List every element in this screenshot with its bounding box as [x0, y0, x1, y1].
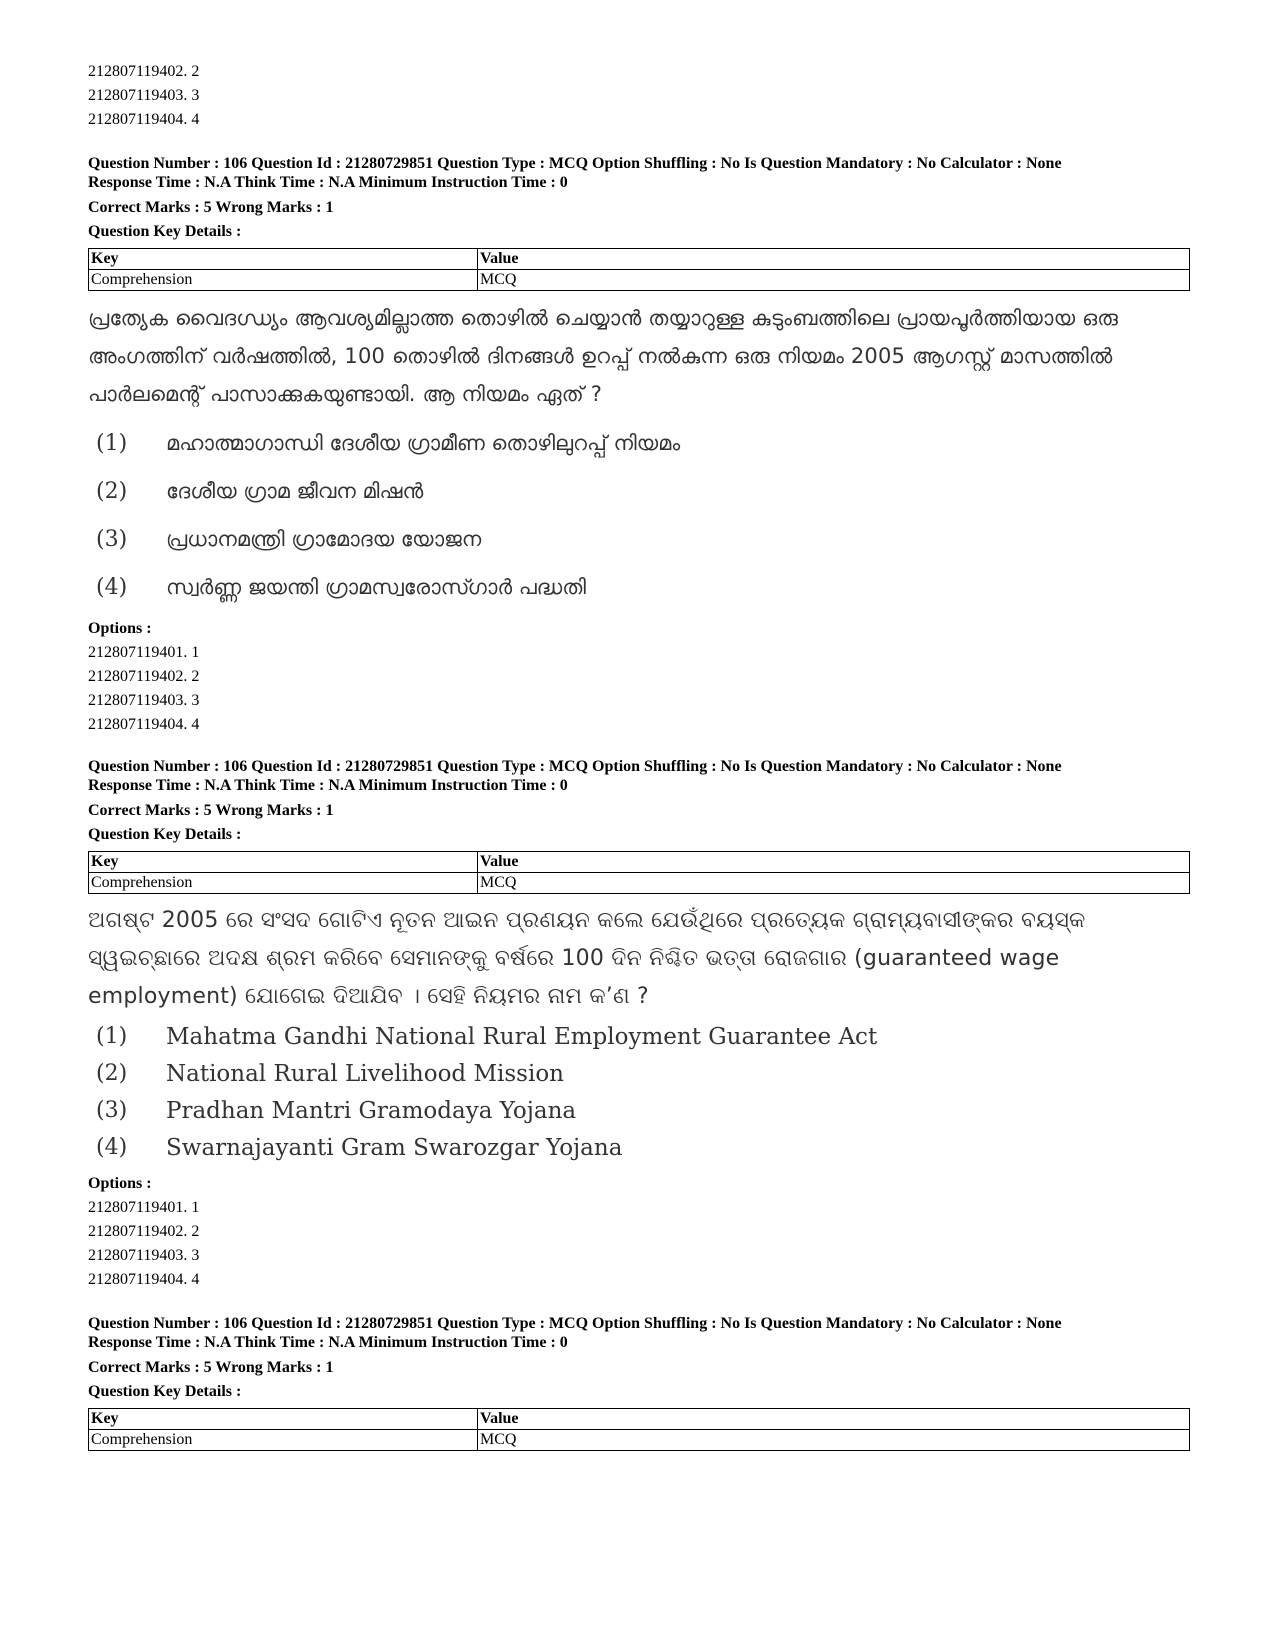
choice-number: (3) — [96, 526, 128, 552]
table-header-key: Key — [89, 852, 478, 873]
key-details-label: Question Key Details : — [88, 826, 242, 843]
choice-text: National Rural Livelihood Mission — [166, 1060, 564, 1087]
marks-line: Correct Marks : 5 Wrong Marks : 1 — [88, 802, 334, 819]
option-id: 212807119401. 1 — [88, 644, 200, 661]
key-details-table — [88, 248, 1190, 291]
top-options-list — [88, 60, 1188, 132]
choice-number: (4) — [96, 574, 128, 600]
choice-text: Mahatma Gandhi National Rural Employment Guarantee Act — [166, 1023, 878, 1050]
table-header-value: Value — [478, 249, 1190, 270]
choice-item — [88, 467, 1158, 515]
key-details-label: Question Key Details : — [88, 1383, 242, 1400]
table-header-key: Key — [89, 249, 478, 270]
choice-item — [88, 1092, 1158, 1129]
question-meta-line: Question Number : 106 Question Id : 21280729851 Question Type : MCQ Option Shuffling : No Is Question Mandatory : No Calculator : None — [88, 758, 1062, 775]
table-header-value: Value — [478, 1409, 1190, 1430]
choice-item — [88, 1129, 1158, 1166]
option-id: 212807119401. 1 — [88, 1199, 200, 1216]
option-id: 212807119404. 4 — [88, 111, 200, 128]
table-cell-value: MCQ — [478, 270, 1190, 291]
table-row — [89, 270, 1190, 291]
question-meta-line: Question Number : 106 Question Id : 21280729851 Question Type : MCQ Option Shuffling : No Is Question Mandatory : No Calculator : None — [88, 1315, 1062, 1332]
key-details-label: Question Key Details : — [88, 223, 242, 240]
table-cell-key: Comprehension — [89, 873, 478, 894]
choice-item — [88, 1018, 1158, 1055]
question-block-next — [88, 1314, 1188, 1451]
marks-line: Correct Marks : 5 Wrong Marks : 1 — [88, 1359, 334, 1376]
choice-number: (1) — [96, 430, 128, 456]
document-page — [88, 60, 1188, 1459]
choice-item — [88, 419, 1158, 467]
question-timing-line: Response Time : N.A Think Time : N.A Minimum Instruction Time : 0 — [88, 1334, 568, 1351]
choice-text: ദേശീയ ഗ്രാമ ജീവന മിഷൻ — [166, 478, 424, 503]
choice-item — [88, 515, 1158, 563]
choice-text: Pradhan Mantri Gramodaya Yojana — [166, 1097, 577, 1124]
table-cell-key: Comprehension — [89, 1430, 478, 1451]
option-id: 212807119402. 2 — [88, 1223, 200, 1240]
choice-number: (1) — [96, 1024, 128, 1049]
option-id: 212807119403. 3 — [88, 692, 200, 709]
options-label: Options : — [88, 1175, 152, 1192]
table-header-key: Key — [89, 1409, 478, 1430]
question-block-odia — [88, 757, 1188, 1292]
choice-number: (4) — [96, 1135, 128, 1160]
option-id: 212807119404. 4 — [88, 1271, 200, 1288]
option-id: 212807119404. 4 — [88, 716, 200, 733]
key-details-table — [88, 1408, 1190, 1451]
choice-text: Swarnajayanti Gram Swarozgar Yojana — [166, 1134, 623, 1161]
choice-number: (3) — [96, 1098, 128, 1123]
table-header-row — [89, 249, 1190, 270]
table-header-row — [89, 1409, 1190, 1430]
choice-text: പ്രധാനമന്ത്രി ഗ്രാമോദയ യോജന — [166, 526, 482, 551]
options-label: Options : — [88, 620, 152, 637]
question-image — [88, 299, 1158, 611]
table-cell-value: MCQ — [478, 873, 1190, 894]
table-header-value: Value — [478, 852, 1190, 873]
table-cell-key: Comprehension — [89, 270, 478, 291]
question-text: പ്രത്യേക വൈദഗ്ധ്യം ആവശ്യമില്ലാത്ത തൊഴിൽ ചെയ്യാൻ തയ്യാറുള്ള കുടുംബത്തിലെ പ്രായപൂർത്തിയായ ഒരു അംഗത്തിന് വർഷത്തിൽ, 100 തൊഴിൽ ദിനങ്ങൾ ഉറപ്പ് നൽകുന്ന ഒരു നിയമം 2005 ആഗസ്റ്റ് മാസത്തിൽ പാർലമെന്റ് പാസാക്കുകയുണ്ടായി. ആ നിയമം ഏത് ? — [88, 306, 1119, 406]
option-id: 212807119402. 2 — [88, 668, 200, 685]
table-header-row — [89, 852, 1190, 873]
question-block-malayalam — [88, 154, 1188, 737]
key-details-table — [88, 851, 1190, 894]
choice-item — [88, 1055, 1158, 1092]
table-row — [89, 1430, 1190, 1451]
option-id: 212807119403. 3 — [88, 1247, 200, 1264]
choice-text: മഹാത്മാഗാന്ധി ദേശീയ ഗ്രാമീണ തൊഴിലുറപ്പ് നിയമം — [166, 430, 681, 455]
option-id: 212807119403. 3 — [88, 87, 200, 104]
option-id: 212807119402. 2 — [88, 63, 200, 80]
question-image — [88, 902, 1158, 1166]
table-row — [89, 873, 1190, 894]
marks-line: Correct Marks : 5 Wrong Marks : 1 — [88, 199, 334, 216]
question-text: ଅଗଷ୍ଟ 2005 ରେ ସଂସଦ ଗୋଟିଏ ନୂତନ ଆଇନ ପ୍ରଣୟନ କଲେ ଯେଉଁଥିରେ ପ୍ରତ୍ୟେକ ଗ୍ରାମ୍ୟବାସୀଙ୍କର ବୟସ୍କ ସ୍ୱଇଚ୍ଛାରେ ଅଦକ୍ଷ ଶ୍ରମ କରିବେ ସେମାନଙ୍କୁ ବର୍ଷରେ 100 ଦିନ ନିଶ୍ଚିତ ଭତ୍ତା ରୋଜଗାର (guaranteed wage employment) ଯୋଗେଇ ଦିଆଯିବ । ସେହି ନିୟମର ନାମ କ’ଣ ? — [88, 908, 1086, 1009]
choice-item — [88, 563, 1158, 611]
choice-number: (2) — [96, 478, 128, 504]
question-timing-line: Response Time : N.A Think Time : N.A Minimum Instruction Time : 0 — [88, 777, 568, 794]
question-timing-line: Response Time : N.A Think Time : N.A Minimum Instruction Time : 0 — [88, 174, 568, 191]
choice-number: (2) — [96, 1061, 128, 1086]
question-meta-line: Question Number : 106 Question Id : 21280729851 Question Type : MCQ Option Shuffling : No Is Question Mandatory : No Calculator : None — [88, 155, 1062, 172]
choice-text: സ്വർണ്ണ ജയന്തി ഗ്രാമസ്വരോസ്ഗാർ പദ്ധതി — [166, 574, 586, 599]
table-cell-value: MCQ — [478, 1430, 1190, 1451]
